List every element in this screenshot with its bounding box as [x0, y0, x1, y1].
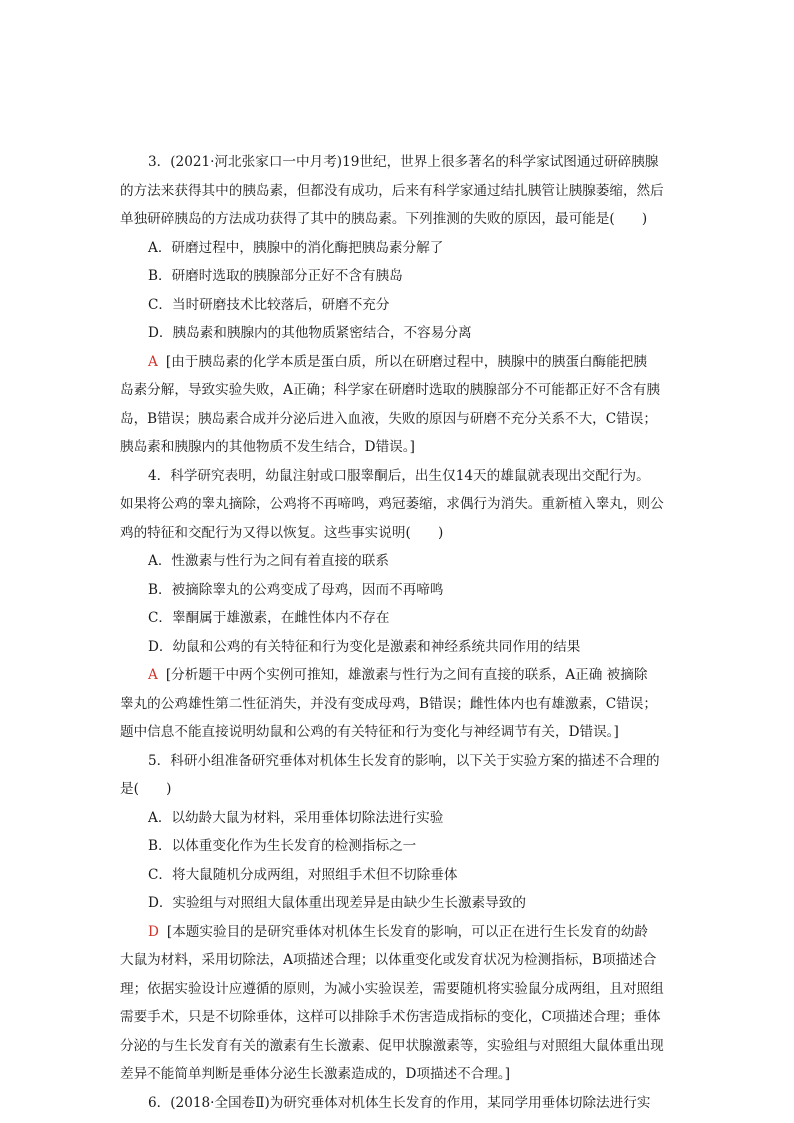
- q5-option-d: D．实验组与对照组大鼠体重出现差异是由缺少生长激素导致的: [148, 895, 526, 911]
- q4-answer-letter: A: [148, 667, 158, 683]
- q3-answer-line-3: 岛，B错误；胰岛素合成并分泌后进入血液，失败的原因与研磨不充分关系不大，C错误；: [120, 410, 657, 427]
- q4-stem-line-3: 鸡的特征和交配行为又得以恢复。这些事实说明( ): [120, 524, 444, 541]
- q5-answer-line-4: 需要手术，只是不切除垂体，这样可以排除手术伤害造成指标的变化，C项描述合理；垂体: [120, 1009, 661, 1025]
- q5-answer-line-3: 理；依据实验设计应遵循的原则，为减小实验误差，需要随机将实验鼠分成两组，且对照组: [120, 980, 664, 997]
- q4-option-b: B．被摘除睾丸的公鸡变成了母鸡，因而不再啼鸣: [148, 581, 444, 598]
- q5-stem-line-1: 5．科研小组准备研究垂体对机体生长发育的影响，以下关于实验方案的描述不合理的: [148, 752, 660, 769]
- q4-stem-line-2: 如果将公鸡的睾丸摘除，公鸡将不再啼鸣，鸡冠萎缩，求偶行为消失。重新植入睾丸，则公: [120, 496, 664, 512]
- q5-answer-line-2: 大鼠为材料，采用切除法，A项描述合理；以体重变化或发育状况为检测指标，B项描述合: [120, 952, 657, 968]
- q4-answer-line-1: [120, 661, 694, 690]
- q4-answer-line-2: 睾丸的公鸡雄性第二性征消失，并没有变成母鸡，B错误；雌性体内也有雄激素，C错误；: [120, 695, 657, 712]
- q4-option-a: A．性激素与性行为之间有着直接的联系: [148, 553, 389, 569]
- q3-option-d: D．胰岛素和胰腺内的其他物质紧密结合，不容易分离: [148, 325, 472, 341]
- q5-answer-letter: D: [148, 923, 159, 940]
- q3-stem-line-2: 的方法来获得其中的胰岛素，但都没有成功，后来有科学家通过结扎胰管让胰腺萎缩，然后: [120, 182, 664, 199]
- q3-answer-line-2: 岛素分解，导致实验失败，A正确；科学家在研磨时选取的胰腺部分不可能都正好不含有胰: [120, 382, 660, 398]
- q5-answer-line-5: 分泌的与生长发育有关的激素有生长激素、促甲状腺激素等，实验组与对照组大鼠体重出现: [120, 1037, 664, 1054]
- q5-stem-line-2: 是( ): [120, 781, 172, 797]
- q3-answer-text-1: [由于胰岛素的化学本质是蛋白质，所以在研磨过程中，胰腺中的胰蛋白酶能把胰: [165, 353, 647, 370]
- q4-option-d: D．幼鼠和公鸡的有关特征和行为变化是激素和神经系统共同作用的结果: [148, 638, 581, 655]
- q3-option-c: C．当时研磨技术比较落后，研磨不充分: [148, 296, 390, 313]
- q5-answer-line-6: 差异不能简单判断是垂体分泌生长激素造成的，D项描述不合理。]: [120, 1066, 511, 1082]
- q5-option-a: A．以幼龄大鼠为材料，采用垂体切除法进行实验: [148, 809, 444, 826]
- q3-option-b: B．研磨时选取的胰腺部分正好不含有胰岛: [148, 268, 403, 284]
- q4-option-c: C．睾酮属于雄激素，在雌性体内不存在: [148, 610, 390, 626]
- q3-stem-line-1: 3．(2021·河北张家口一中月考)19世纪，世界上很多著名的科学家试图通过研碎胰腺: [148, 154, 659, 170]
- q3-option-a: A．研磨过程中，胰腺中的消化酶把胰岛素分解了: [148, 239, 444, 256]
- q5-answer-line-1: [120, 918, 694, 947]
- q3-answer-line-4: 胰岛素和胰腺内的其他物质不发生结合，D错误。]: [120, 439, 415, 455]
- q5-option-b: B．以体重变化作为生长发育的检测指标之一: [148, 838, 417, 854]
- q3-answer-letter: A: [148, 353, 158, 370]
- q3-answer-line-1: [120, 348, 694, 377]
- q5-option-c: C．将大鼠随机分成两组，对照组手术但不切除垂体: [148, 866, 458, 883]
- q4-stem-line-1: 4．科学研究表明，幼鼠注射或口服睾酮后，出生仅14天的雄鼠就表现出交配行为。: [148, 467, 650, 484]
- q6-stem-line-1: 6．(2018·全国卷Ⅱ)为研究垂体对机体生长发育的作用，某同学用垂体切除法进行实: [148, 1094, 651, 1111]
- q5-answer-text-1: [本题实验目的是研究垂体对机体生长发育的影响，可以正在进行生长发育的幼龄: [166, 923, 648, 940]
- q3-stem-line-3: 单独研碎胰岛的方法成功获得了其中的胰岛素。下列推测的失败的原因，最可能是( ): [120, 211, 648, 227]
- q4-answer-line-3: 题中信息不能直接说明幼鼠和公鸡的有关特征和行为变化与神经调节有关，D错误。]: [120, 724, 619, 740]
- q4-answer-text-1: [分析题干中两个实例可推知，雄激素与性行为之间有直接的联系，A正确 被摘除: [165, 667, 648, 683]
